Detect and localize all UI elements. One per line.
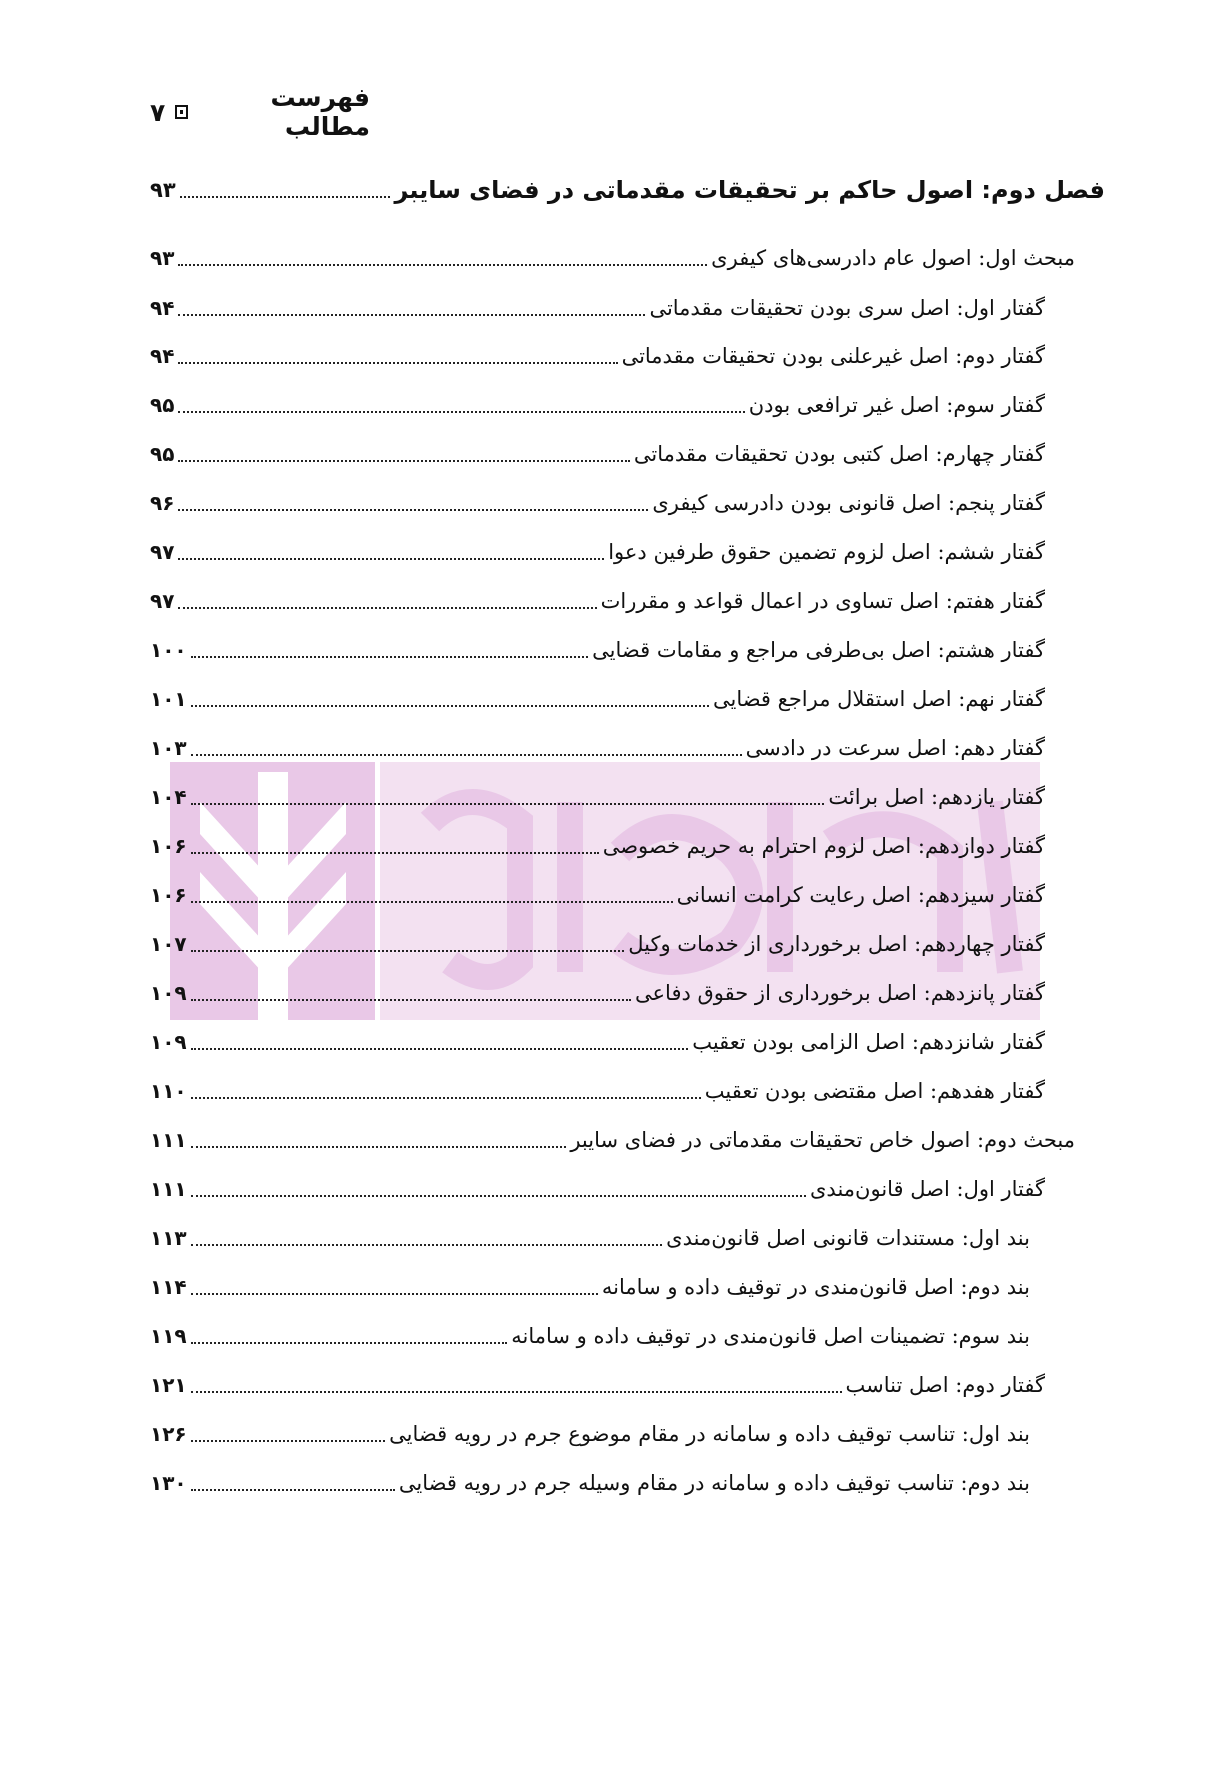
toc-entry-page: ۱۱۳	[150, 1226, 187, 1250]
toc-entry	[150, 581, 1045, 621]
toc-entry	[150, 336, 1045, 376]
toc-entry-title: گفتار چهاردهم: اصل برخورداری از خدمات وکیل	[628, 932, 1045, 956]
toc-entry-page: ۱۰۶	[150, 883, 187, 907]
toc-entry	[150, 532, 1045, 572]
toc-entry-page: ۱۰۷	[150, 932, 187, 956]
toc-dot-leader	[191, 1440, 386, 1442]
toc-entry	[150, 1022, 1045, 1062]
toc-entry-title: گفتار هفتم: اصل تساوی در اعمال قواعد و مقررات	[600, 589, 1045, 613]
toc-entry-title: گفتار سوم: اصل غیر ترافعی بودن	[748, 393, 1045, 417]
toc-dot-leader	[191, 1244, 663, 1246]
toc-entry-title: بند اول: تناسب توقیف داده و سامانه در مقام موضوع جرم در رویه قضایی	[389, 1422, 1030, 1446]
toc-entry-page: ۹۴	[150, 296, 175, 320]
toc-entry	[150, 777, 1045, 817]
toc-entry-title: گفتار اول: اصل سری بودن تحقیقات مقدماتی	[649, 296, 1045, 320]
toc-entry	[150, 170, 1105, 210]
toc-entry-title: گفتار سیزدهم: اصل رعایت کرامت انسانی	[676, 883, 1045, 907]
toc-entry	[150, 1120, 1075, 1160]
toc-dot-leader	[178, 314, 645, 316]
toc-dot-leader	[178, 509, 648, 511]
toc-dot-leader	[191, 999, 631, 1001]
toc-entry-page: ۹۷	[150, 589, 175, 613]
toc-entry-page: ۱۰۰	[150, 638, 187, 662]
toc-dot-leader	[191, 901, 673, 903]
toc-entry	[150, 483, 1045, 523]
toc-entry-page: ۱۰۱	[150, 687, 187, 711]
toc-entry	[150, 385, 1045, 425]
toc-entry-page: ۹۳	[150, 246, 175, 270]
toc-entry-title: گفتار اول: اصل قانون‌مندی	[810, 1177, 1045, 1201]
toc-dot-leader	[191, 1195, 806, 1197]
toc-entry-page: ۱۱۴	[150, 1275, 187, 1299]
toc-entry-title: گفتار دوازدهم: اصل لزوم احترام به حریم خصوصی	[602, 834, 1045, 858]
toc-entry-title: گفتار نهم: اصل استقلال مراجع قضایی	[712, 687, 1045, 711]
toc-entry-page: ۹۵	[150, 393, 175, 417]
toc-entry-title: گفتار دهم: اصل سرعت در دادسی	[745, 736, 1045, 760]
toc-entry-title: فصل دوم: اصول حاکم بر تحقیقات مقدماتی در فضای سایبر	[394, 176, 1105, 204]
toc-dot-leader	[191, 754, 742, 756]
toc-entry-title: بند دوم: اصل قانون‌مندی در توقیف داده و سامانه	[601, 1275, 1030, 1299]
toc-entry-page: ۱۰۹	[150, 981, 187, 1005]
toc-entry	[150, 434, 1045, 474]
toc-entry-title: گفتار پنجم: اصل قانونی بودن دادرسی کیفری	[652, 491, 1045, 515]
toc-entry-page: ۱۳۰	[150, 1471, 187, 1495]
toc-entry	[150, 630, 1045, 670]
toc-dot-leader	[191, 803, 825, 805]
toc-entry	[150, 1463, 1030, 1503]
toc-dot-leader	[191, 1048, 689, 1050]
toc-entry	[150, 288, 1045, 328]
toc-entry-title: بند اول: مستندات قانونی اصل قانون‌مندی	[666, 1226, 1030, 1250]
header-page-number: ۷	[150, 97, 166, 127]
toc-dot-leader	[178, 558, 604, 560]
toc-entry-page: ۱۰۹	[150, 1030, 187, 1054]
toc-entry-page: ۹۵	[150, 442, 175, 466]
toc-entry	[150, 826, 1045, 866]
toc-entry	[150, 728, 1045, 768]
toc-entry-title: گفتار دوم: اصل تناسب	[845, 1373, 1045, 1397]
toc-entry-page: ۱۱۱	[150, 1128, 187, 1152]
toc-entry-page: ۱۱۰	[150, 1079, 187, 1103]
toc-dot-leader	[178, 411, 744, 413]
header-title: فهرست مطالب	[270, 83, 370, 141]
toc-entry-title: گفتار چهارم: اصل کتبی بودن تحقیقات مقدماتی	[633, 442, 1045, 466]
toc-entry	[150, 973, 1045, 1013]
toc-dot-leader	[191, 950, 625, 952]
toc-dot-leader	[191, 705, 709, 707]
toc-entry	[150, 679, 1045, 719]
toc-dot-leader	[191, 1146, 567, 1148]
toc-entry	[150, 1267, 1030, 1307]
toc-dot-leader	[191, 1391, 842, 1393]
toc-entry-title: بند سوم: تضمینات اصل قانون‌مندی در توقیف داده و سامانه	[511, 1324, 1030, 1348]
toc-dot-leader	[180, 196, 391, 198]
toc-entry-title: بند دوم: تناسب توقیف داده و سامانه در مقام وسیله جرم در رویه قضایی	[398, 1471, 1030, 1495]
toc-entry	[150, 1414, 1030, 1454]
toc-entry	[150, 1169, 1045, 1209]
toc-entry	[150, 1071, 1045, 1111]
toc-entry	[150, 924, 1045, 964]
toc-entry-page: ۹۳	[150, 178, 176, 202]
toc-dot-leader	[178, 362, 617, 364]
toc-entry-title: گفتار هشتم: اصل بی‌طرفی مراجع و مقامات قضایی	[592, 638, 1045, 662]
toc-entry-page: ۱۱۱	[150, 1177, 187, 1201]
toc-dot-leader	[191, 1097, 701, 1099]
toc-entry-page: ۱۰۳	[150, 736, 187, 760]
toc-entry	[150, 238, 1075, 278]
toc-entry-title: گفتار پانزدهم: اصل برخورداری از حقوق دفاعی	[635, 981, 1045, 1005]
toc-entry-title: گفتار دوم: اصل غیرعلنی بودن تحقیقات مقدماتی	[621, 344, 1045, 368]
toc-entry	[150, 1316, 1030, 1356]
toc-entry-page: ۱۲۶	[150, 1422, 187, 1446]
toc-entry-page: ۹۶	[150, 491, 175, 515]
toc-dot-leader	[178, 264, 707, 266]
toc-entry-page: ۱۰۶	[150, 834, 187, 858]
toc-dot-leader	[191, 1489, 395, 1491]
toc-entry-page: ۱۱۹	[150, 1324, 187, 1348]
toc-entry	[150, 875, 1045, 915]
toc-entry-title: گفتار یازدهم: اصل برائت	[828, 785, 1045, 809]
toc-entry	[150, 1365, 1045, 1405]
toc-entry-page: ۱۲۱	[150, 1373, 187, 1397]
toc-entry	[150, 1218, 1030, 1258]
toc-entry-page: ۹۷	[150, 540, 175, 564]
toc-dot-leader	[178, 460, 629, 462]
toc-entry-title: مبحث اول: اصول عام دادرسی‌های کیفری	[711, 246, 1075, 270]
toc-entry-page: ۱۰۴	[150, 785, 187, 809]
toc-dot-leader	[191, 1293, 598, 1295]
toc-entry-title: گفتار شانزدهم: اصل الزامی بودن تعقیب	[692, 1030, 1045, 1054]
toc-dot-leader	[191, 1342, 508, 1344]
toc-entry-title: مبحث دوم: اصول خاص تحقیقات مقدماتی در فضای سایبر	[570, 1128, 1075, 1152]
toc-dot-leader	[191, 852, 599, 854]
toc-entry-title: گفتار ششم: اصل لزوم تضمین حقوق طرفین دعوا	[608, 540, 1045, 564]
toc-dot-leader	[178, 607, 596, 609]
toc-dot-leader	[191, 656, 589, 658]
toc-entry-title: گفتار هفدهم: اصل مقتضی بودن تعقیب	[704, 1079, 1045, 1103]
toc-entry-page: ۹۴	[150, 344, 175, 368]
